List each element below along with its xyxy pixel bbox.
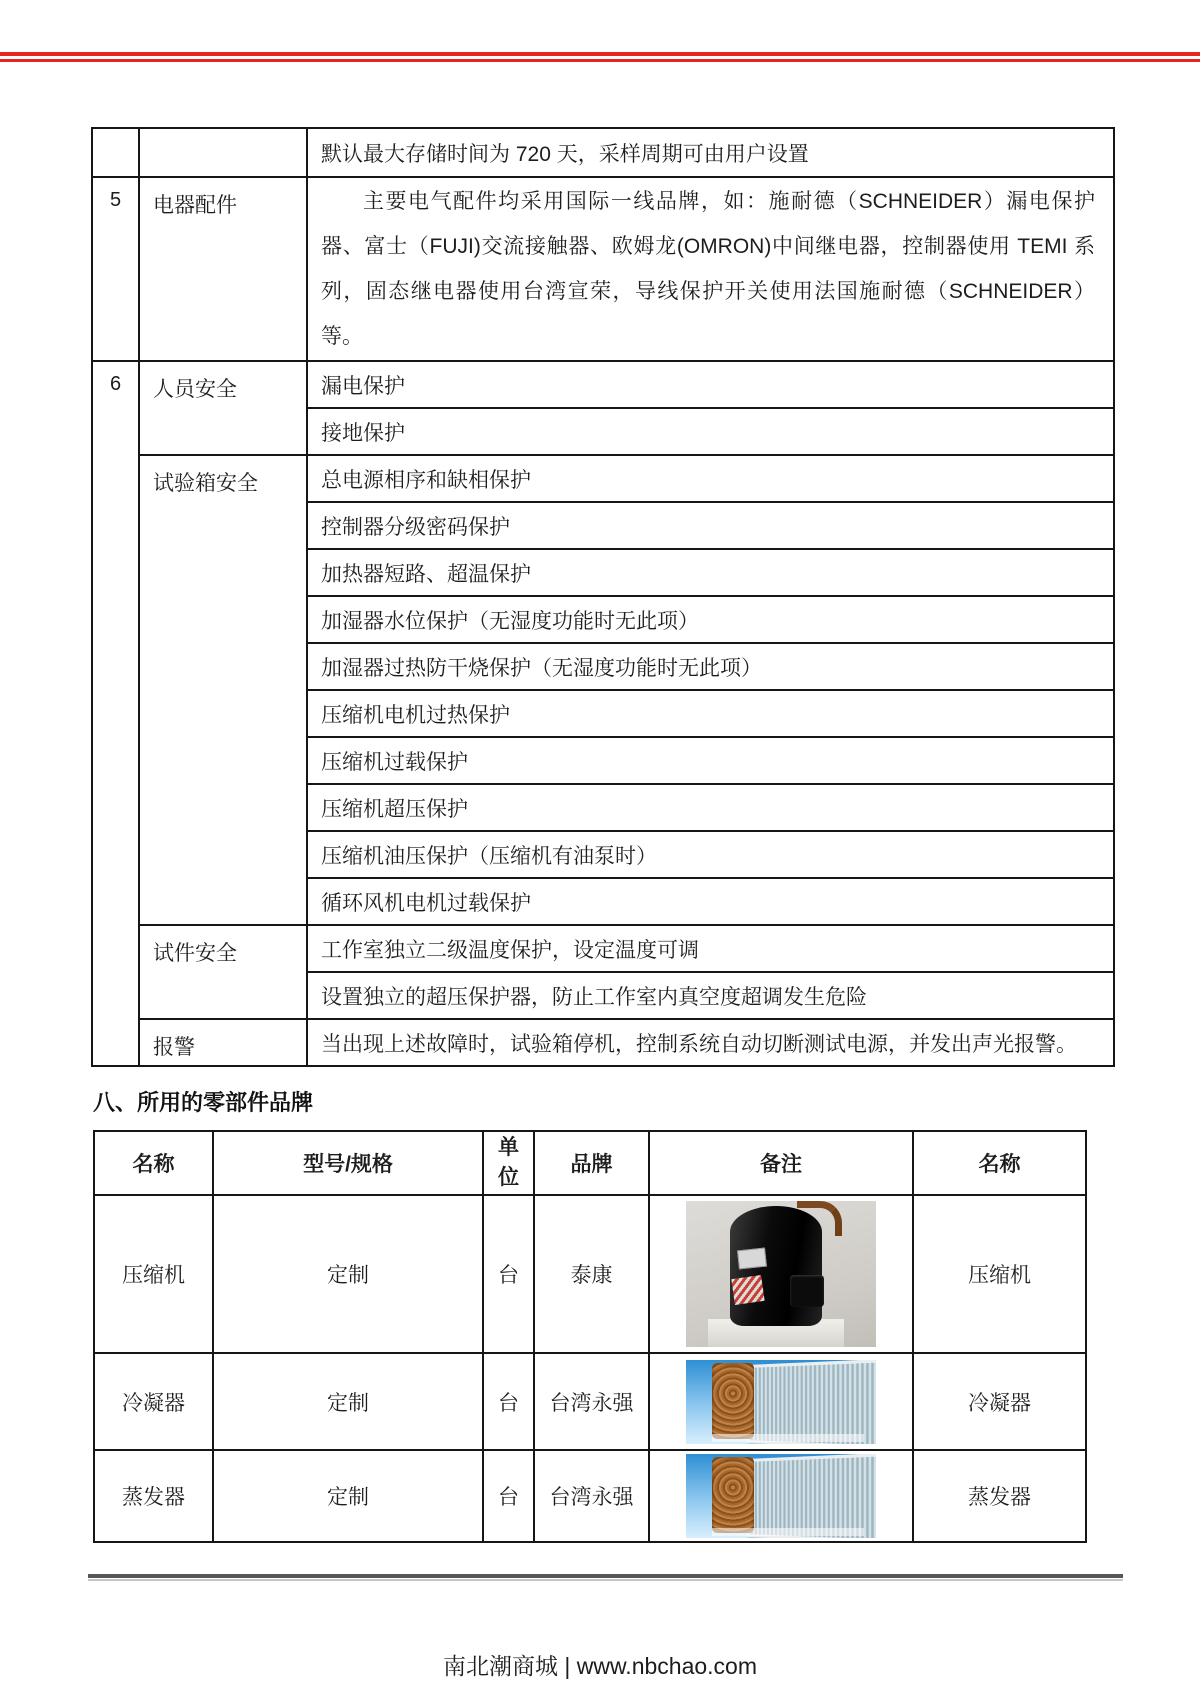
brand-model-cell: 定制: [213, 1353, 483, 1450]
spec-item-cell: 漏电保护: [307, 361, 1114, 408]
condenser-fins-part: [746, 1360, 876, 1444]
spec-item-cell: 循环风机电机过载保护: [307, 878, 1114, 925]
spec-item-cell: 压缩机过载保护: [307, 737, 1114, 784]
spec-item-cell: 总电源相序和缺相保护: [307, 455, 1114, 502]
spec-group-label-cell: 人员安全: [139, 361, 307, 455]
evaporator-fins-part: [746, 1454, 876, 1538]
brand-model-cell: 定制: [213, 1450, 483, 1542]
spec-label-cell: 电器配件: [139, 177, 307, 361]
evaporator-wm-part: [712, 1528, 864, 1536]
spec-num-cell: 5: [92, 177, 139, 361]
spec-row: [92, 361, 1114, 408]
brand-brand-cell: 台湾永强: [534, 1353, 649, 1450]
brand-name2-cell: 冷凝器: [913, 1353, 1086, 1450]
section-title: 八、所用的零部件品牌: [93, 1090, 314, 1115]
brand-table-header-row: [94, 1131, 1086, 1195]
brand-brand-cell: 台湾永强: [534, 1450, 649, 1542]
spec-group-label-cell: 报警: [139, 1019, 307, 1066]
condenser-photo: [686, 1360, 876, 1444]
spec-item-cell: 压缩机油压保护（压缩机有油泵时）: [307, 831, 1114, 878]
compressor-pipe-part: [797, 1201, 842, 1236]
condenser-tubes-part: [712, 1363, 754, 1439]
evaporator-tubes-part: [712, 1457, 754, 1533]
spec-group-label-cell: 试件安全: [139, 925, 307, 1019]
spec-row-carryover: [92, 128, 1114, 177]
brand-name-cell: 冷凝器: [94, 1353, 213, 1450]
brand-table-body: [94, 1195, 1086, 1542]
spec-group-label-cell: 试验箱安全: [139, 455, 307, 925]
spec-item-cell: 当出现上述故障时，试验箱停机，控制系统自动切断测试电源，并发出声光报警。: [307, 1019, 1114, 1066]
brand-header-0: 名称: [94, 1131, 213, 1195]
footer-text: 南北潮商城 | www.nbchao.com: [442, 1653, 757, 1679]
spec-label-cell: [139, 128, 307, 177]
footer-rule-light: [88, 1579, 1123, 1581]
brand-unit-cell: 台: [483, 1450, 534, 1542]
spec-item-cell: 压缩机电机过热保护: [307, 690, 1114, 737]
brand-photo-cell: [649, 1450, 913, 1542]
spec-row: [92, 925, 1114, 972]
spec-table-body: [92, 128, 1114, 1066]
condenser-wm-part: [712, 1434, 864, 1442]
brand-row: [94, 1450, 1086, 1542]
brand-header-3: 品牌: [534, 1131, 649, 1195]
compressor-lab2-part: [731, 1275, 764, 1305]
footer-rule: [88, 1574, 1123, 1578]
brand-photo-cell: [649, 1353, 913, 1450]
brand-name-cell: 蒸发器: [94, 1450, 213, 1542]
spec-row: [92, 455, 1114, 502]
brand-model-cell: 定制: [213, 1195, 483, 1353]
brand-header-1: 型号/规格: [213, 1131, 483, 1195]
brand-header-2: 单位: [483, 1131, 534, 1195]
evaporator-photo: [686, 1454, 876, 1538]
spec-item-cell: 设置独立的超压保护器，防止工作室内真空度超调发生危险: [307, 972, 1114, 1019]
spec-item-cell: 压缩机超压保护: [307, 784, 1114, 831]
brand-brand-cell: 泰康: [534, 1195, 649, 1353]
compressor-lab1-part: [737, 1248, 767, 1270]
spec-item-cell: 加热器短路、超温保护: [307, 549, 1114, 596]
brand-name2-cell: 压缩机: [913, 1195, 1086, 1353]
spec-row-5: [92, 177, 1114, 361]
spec-table: [91, 127, 1115, 1067]
spec-num-cell: 6: [92, 361, 139, 1066]
brand-header-5: 名称: [913, 1131, 1086, 1195]
spec-item-cell: 工作室独立二级温度保护，设定温度可调: [307, 925, 1114, 972]
brand-name-cell: 压缩机: [94, 1195, 213, 1353]
spec-num-cell: [92, 128, 139, 177]
brand-photo-cell: [649, 1195, 913, 1353]
spec-item-cell: 加湿器水位保护（无湿度功能时无此项）: [307, 596, 1114, 643]
compressor-tbox-part: [790, 1275, 824, 1307]
brand-row: [94, 1353, 1086, 1450]
spec-item-cell: 加湿器过热防干烧保护（无湿度功能时无此项）: [307, 643, 1114, 690]
top-rule-upper: [0, 52, 1200, 56]
brand-row: [94, 1195, 1086, 1353]
brand-unit-cell: 台: [483, 1195, 534, 1353]
spec-row: [92, 1019, 1114, 1066]
brand-unit-cell: 台: [483, 1353, 534, 1450]
spec-item-cell: 接地保护: [307, 408, 1114, 455]
brand-name2-cell: 蒸发器: [913, 1450, 1086, 1542]
spec-content-cell: 主要电气配件均采用国际一线品牌，如：施耐德（SCHNEIDER）漏电保护器、富士（FUJI)交流接触器、欧姆龙(OMRON)中间继电器，控制器使用 TEMI 系列，固态继电器使用台湾宣荣，导线保护开关使用法国施耐德（SCHNEIDER）等。: [307, 177, 1114, 361]
brand-table: [93, 1130, 1087, 1543]
spec-item-cell: 控制器分级密码保护: [307, 502, 1114, 549]
top-rule-lower: [0, 59, 1200, 62]
brand-header-4: 备注: [649, 1131, 913, 1195]
spec-content-cell: 默认最大存储时间为 720 天，采样周期可由用户设置: [307, 128, 1114, 177]
compressor-photo: [686, 1201, 876, 1347]
